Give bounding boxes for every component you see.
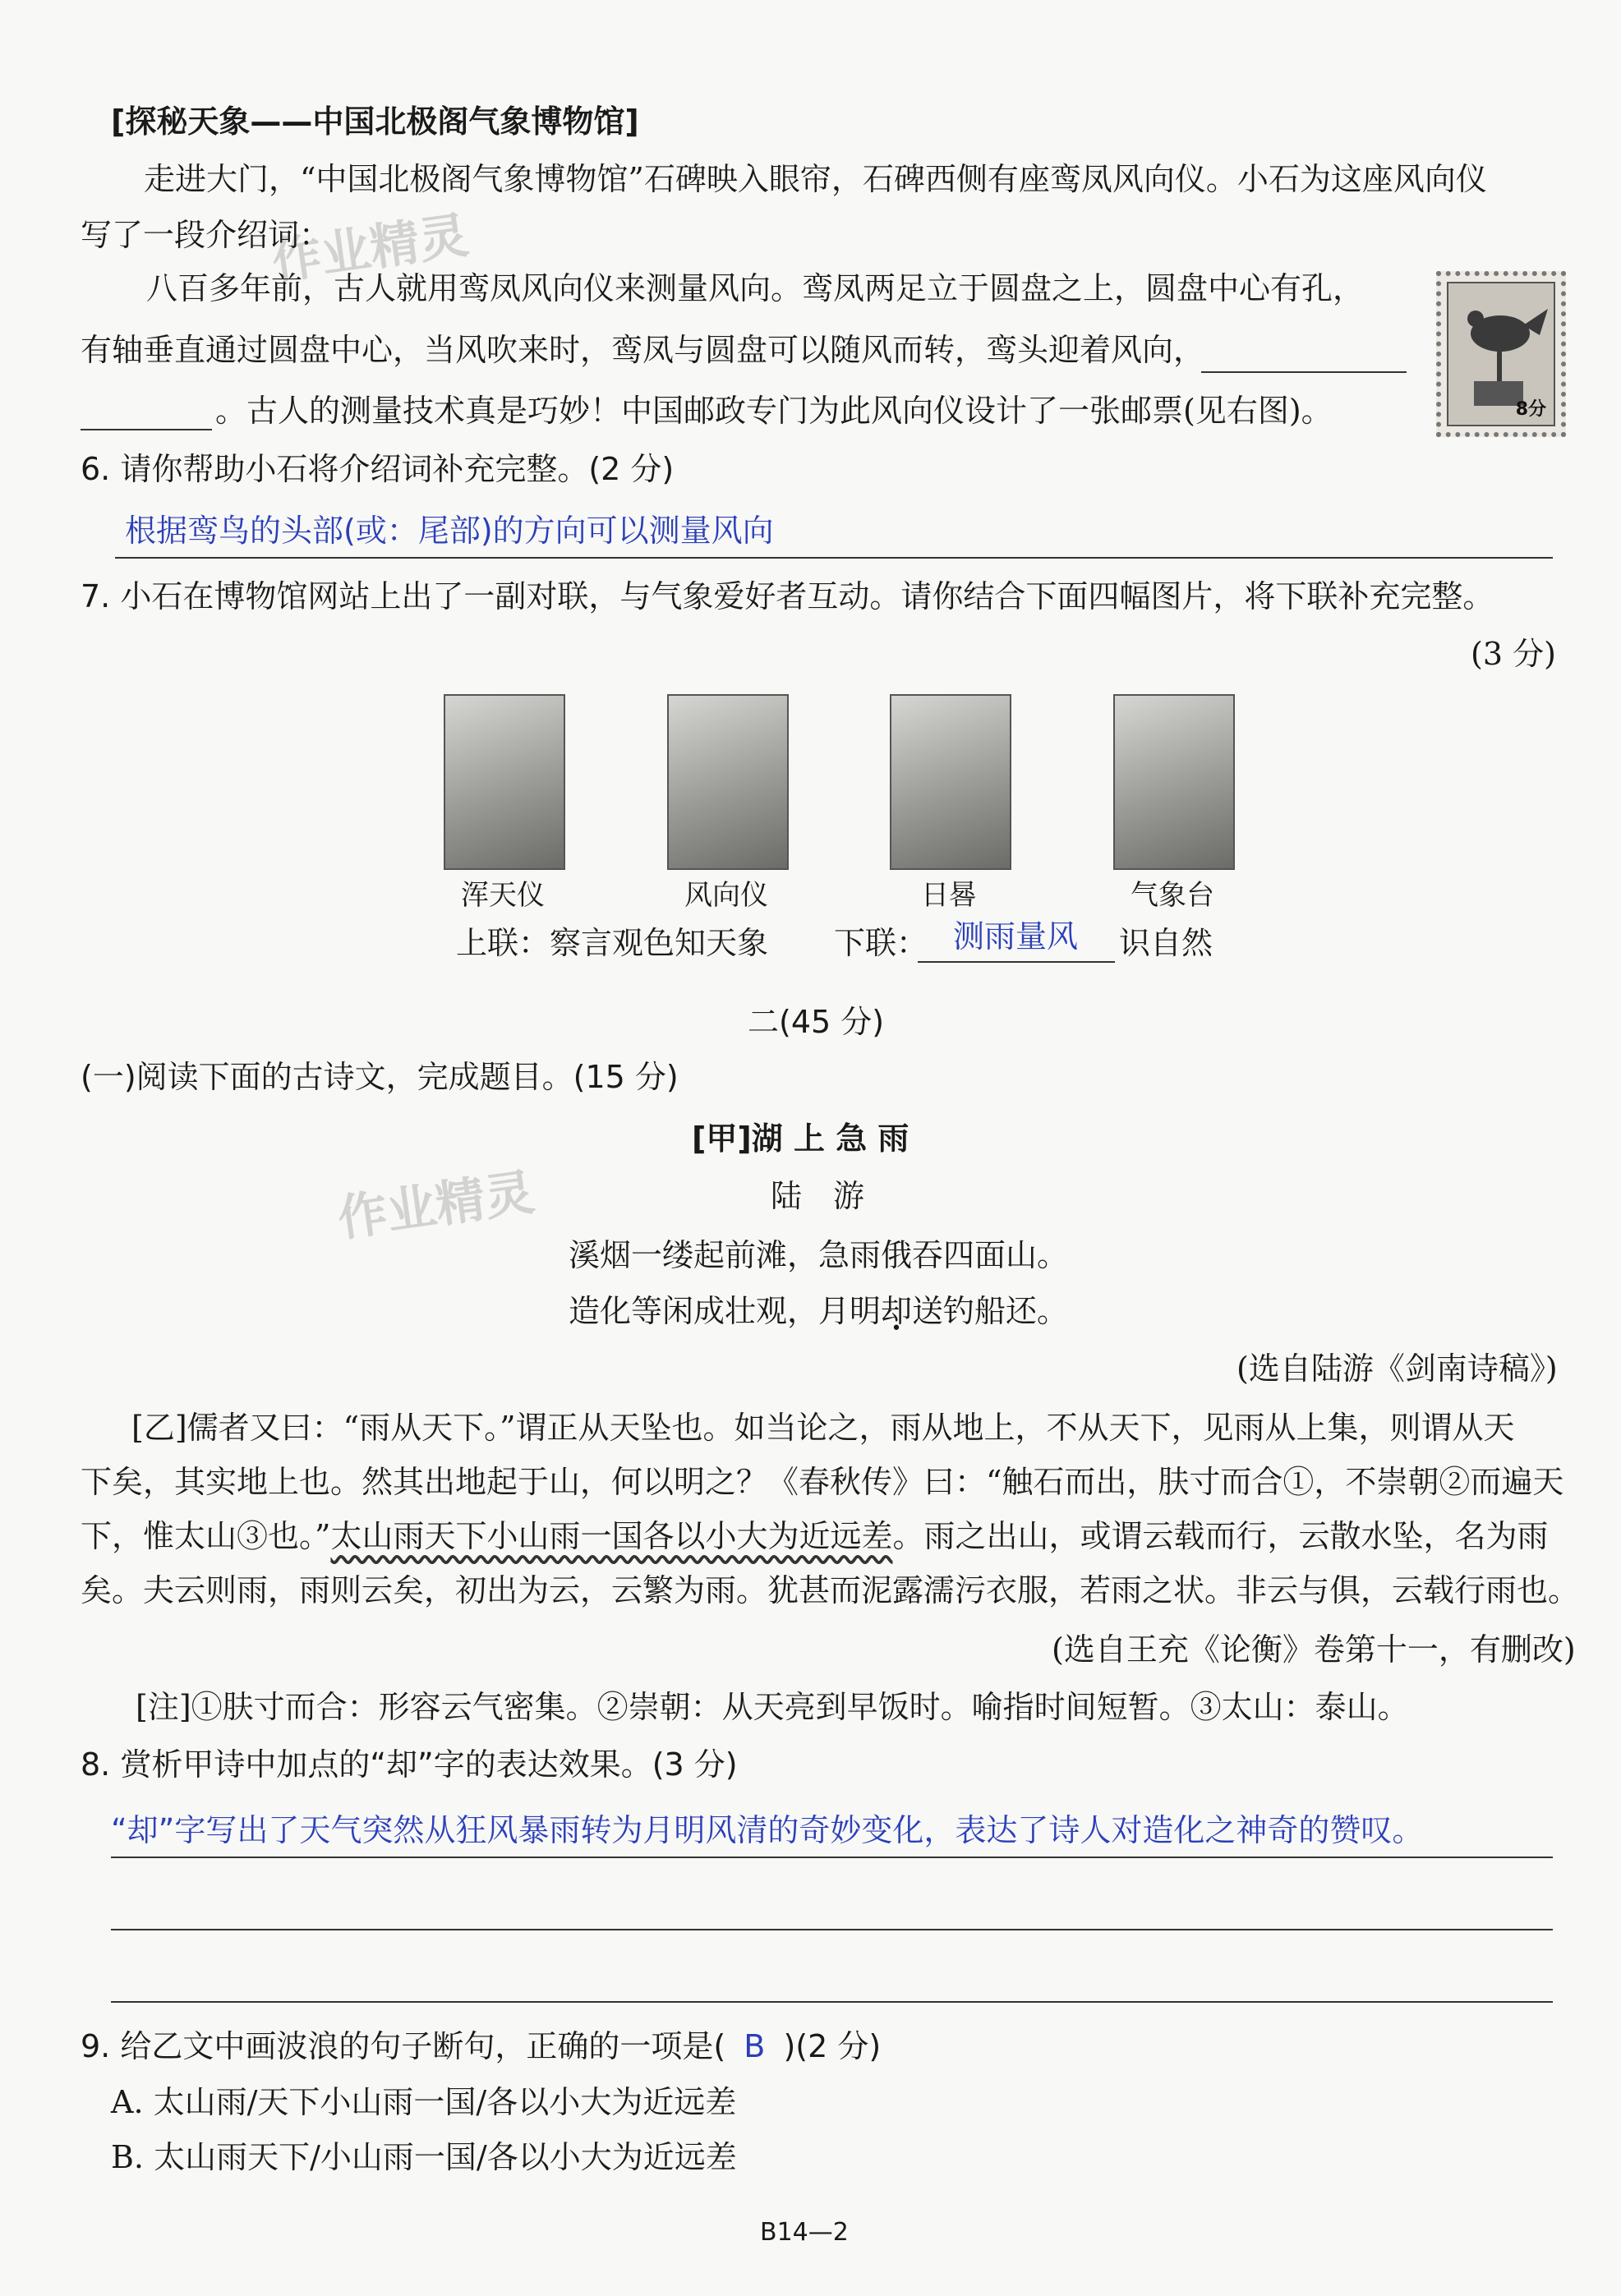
question-6: 6. 请你帮助小石将介绍词补充完整。(2 分)	[81, 451, 675, 487]
intro-line: 。古人的测量技术真是巧妙！中国邮政专门为此风向仪设计了一张邮票(见右图)。	[215, 393, 1333, 429]
passage-line: [乙]儒者又曰：“雨从天下。”谓正从天坠也。如当论之，雨从地上，不从天下，见雨从上集，则谓从天	[131, 1410, 1515, 1446]
answer-line	[115, 557, 1553, 559]
passage-part: 下，惟太山③也。”	[81, 1518, 331, 1554]
question-8: 8. 赏析甲诗中加点的“却”字的表达效果。(3 分)	[81, 1746, 738, 1783]
wind-vane-image	[667, 694, 789, 870]
answer-blank	[1201, 371, 1407, 373]
intro-line: 走进大门，“中国北极阁气象博物馆”石碑映入眼帘，石碑西侧有座鸾凤风向仪。小石为这座风向仪	[144, 161, 1487, 197]
image-caption: 日晷	[921, 879, 977, 912]
passage-source: (选自王充《论衡》卷第十一，有删改)	[1052, 1631, 1576, 1668]
poem-line	[569, 1290, 1068, 1332]
armillary-sphere-image	[444, 694, 565, 870]
answer-9: B	[744, 2028, 766, 2064]
poem-title: [甲]湖 上 急 雨	[692, 1120, 910, 1157]
passage-part: 。雨之出山，或谓云载而行，云散水坠，名为雨	[892, 1518, 1549, 1554]
couplet-upper: 上联：察言观色知天象	[456, 925, 769, 961]
option-a: A. 太山雨/天下小山雨一国/各以小大为近远差	[111, 2084, 737, 2120]
part-2-title: 二(45 分)	[748, 1004, 885, 1040]
intro-line: 有轴垂直通过圆盘中心，当风吹来时，鸾凤与圆盘可以随风而转，鸾头迎着风向，	[81, 332, 1205, 368]
part-2-instructions: (一)阅读下面的古诗文，完成题目。(15 分)	[81, 1059, 679, 1095]
option-b: B. 太山雨天下/小山雨一国/各以小大为近远差	[111, 2139, 737, 2175]
answer-6: 根据鸾鸟的头部(或：尾部)的方向可以测量风向	[125, 513, 774, 549]
passage-line	[81, 1515, 1548, 1558]
image-caption: 气象台	[1131, 879, 1214, 912]
passage-line: 下矣，其实地上也。然其出地起于山，何以明之？《春秋传》曰：“触石而出，肤寸而合①，不崇朝②而遍天	[81, 1464, 1564, 1500]
sundial-image	[890, 694, 1011, 870]
poem-source: (选自陆游《剑南诗稿》)	[1236, 1350, 1558, 1387]
passage-note: [注]①肤寸而合：形容云气密集。②崇朝：从天亮到早饭时。喻指时间短暂。③太山：泰山。	[136, 1689, 1409, 1725]
observatory-image	[1113, 694, 1235, 870]
image-caption: 风向仪	[684, 879, 768, 912]
passage-line: 矣。夫云则雨，雨则云矣，初出为云，云繁为雨。犹甚而泥露濡污衣服，若雨之状。非云与俱，云载行雨也。	[81, 1572, 1580, 1608]
answer-line	[111, 1857, 1553, 1858]
answer-line	[111, 1929, 1553, 1930]
poem-line-part: 造化等闲成壮观，月明	[569, 1293, 882, 1329]
wavy-underlined-sentence: 太山雨天下小山雨一国各以小大为近远差	[330, 1518, 893, 1554]
question-7-score: (3 分)	[1471, 636, 1556, 672]
question-9-score: )(2 分)	[783, 2028, 882, 2064]
stamp-image	[1436, 271, 1566, 437]
couplet-lower-answer: 测雨量风	[953, 918, 1079, 955]
answer-blank	[918, 961, 1115, 963]
section-title: [探秘天象——中国北极阁气象博物馆]	[111, 104, 639, 140]
question-9	[81, 2025, 881, 2068]
poem-line-part: 送钓船还。	[912, 1293, 1069, 1329]
question-7: 7. 小石在博物馆网站上出了一副对联，与气象爱好者互动。请你结合下面四幅图片，将下联补充完整。	[81, 578, 1494, 614]
watermark: 作业精灵	[334, 1163, 538, 1249]
poem-line: 溪烟一缕起前滩，急雨俄吞四面山。	[569, 1237, 1069, 1273]
answer-blank	[81, 429, 212, 430]
answer-8: “却”字写出了天气突然从狂风暴雨转为月明风清的奇妙变化，表达了诗人对造化之神奇的赞叹。	[111, 1812, 1424, 1848]
answer-line	[111, 2001, 1553, 2003]
watermark: 作业精灵	[268, 206, 472, 292]
stamp-value: 8分	[1515, 399, 1546, 420]
intro-line: 写了一段介绍词：	[81, 217, 331, 253]
emphasized-char: 却	[881, 1293, 913, 1329]
couplet-lower-prefix: 下联：	[834, 925, 928, 961]
intro-line: 八百多年前，古人就用鸾凤风向仪来测量风向。鸾凤两足立于圆盘之上，圆盘中心有孔，	[146, 270, 1365, 306]
image-caption: 浑天仪	[461, 879, 545, 912]
poem-author: 陆 游	[771, 1178, 865, 1214]
question-9-text: 9. 给乙文中画波浪的句子断句，正确的一项是(	[81, 2028, 726, 2064]
couplet-lower-suffix: 识自然	[1119, 925, 1213, 961]
page-number: B14—2	[760, 2218, 849, 2247]
